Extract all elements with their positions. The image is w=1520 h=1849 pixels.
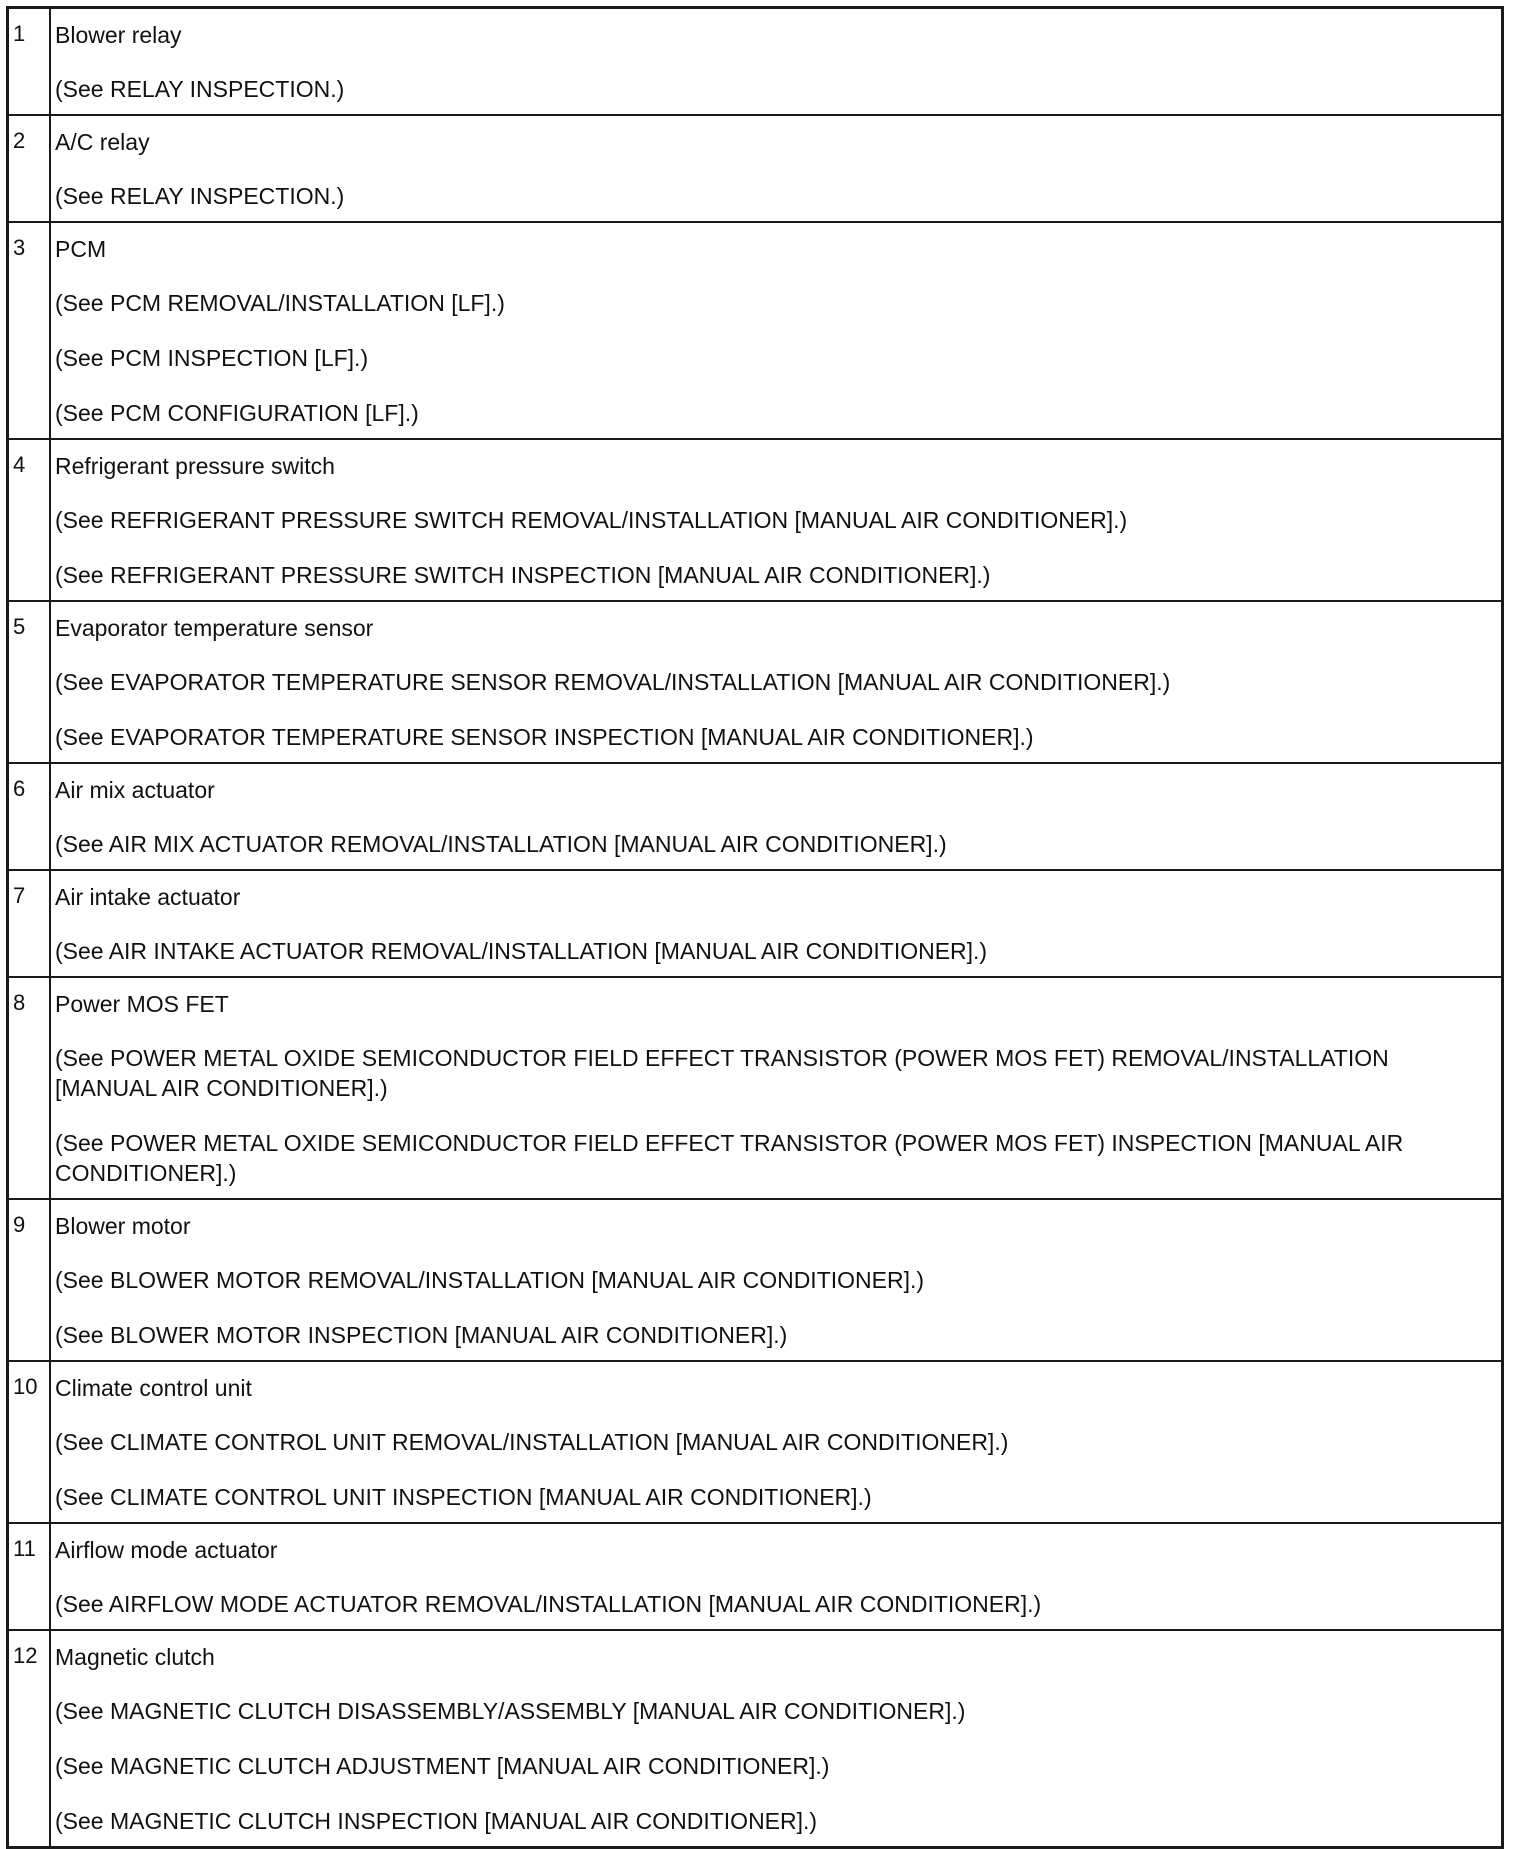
reference-link[interactable]: (See POWER METAL OXIDE SEMICONDUCTOR FIELD EFFECT TRANSISTOR (POWER MOS FET) REMOVAL/INSTALLATION [MANUAL AIR CONDITIONER].) — [55, 1045, 1389, 1101]
component-number: 6 — [8, 763, 51, 870]
component-number: 10 — [8, 1361, 51, 1523]
component-name: Blower motor — [55, 1213, 191, 1239]
component-name: A/C relay — [55, 129, 150, 155]
table-row — [8, 763, 1503, 870]
component-cell — [50, 870, 1503, 977]
reference-link[interactable]: (See PCM CONFIGURATION [LF].) — [55, 400, 419, 426]
component-number: 5 — [8, 601, 51, 763]
table-row — [8, 1361, 1503, 1523]
component-name: Blower relay — [55, 22, 182, 48]
component-cell — [50, 8, 1503, 116]
component-reference-table — [6, 6, 1504, 1849]
component-name: Magnetic clutch — [55, 1644, 215, 1670]
table-row — [8, 601, 1503, 763]
component-table-body — [8, 8, 1503, 1848]
reference-link[interactable]: (See REFRIGERANT PRESSURE SWITCH INSPECTION [MANUAL AIR CONDITIONER].) — [55, 562, 991, 588]
component-cell — [50, 977, 1503, 1199]
component-cell — [50, 763, 1503, 870]
component-cell — [50, 1199, 1503, 1361]
component-number: 12 — [8, 1630, 51, 1848]
table-row — [8, 222, 1503, 439]
table-row — [8, 1523, 1503, 1630]
component-name: Climate control unit — [55, 1375, 252, 1401]
table-row — [8, 977, 1503, 1199]
reference-link[interactable]: (See RELAY INSPECTION.) — [55, 76, 345, 102]
component-cell — [50, 1630, 1503, 1848]
component-cell — [50, 439, 1503, 601]
component-name: Airflow mode actuator — [55, 1537, 278, 1563]
reference-link[interactable]: (See AIR MIX ACTUATOR REMOVAL/INSTALLATION [MANUAL AIR CONDITIONER].) — [55, 831, 947, 857]
table-row — [8, 439, 1503, 601]
component-number: 7 — [8, 870, 51, 977]
component-number: 3 — [8, 222, 51, 439]
component-cell — [50, 115, 1503, 222]
reference-link[interactable]: (See CLIMATE CONTROL UNIT REMOVAL/INSTALLATION [MANUAL AIR CONDITIONER].) — [55, 1429, 1009, 1455]
reference-link[interactable]: (See EVAPORATOR TEMPERATURE SENSOR INSPECTION [MANUAL AIR CONDITIONER].) — [55, 724, 1034, 750]
component-cell — [50, 1361, 1503, 1523]
reference-link[interactable]: (See BLOWER MOTOR REMOVAL/INSTALLATION [MANUAL AIR CONDITIONER].) — [55, 1267, 925, 1293]
table-row — [8, 8, 1503, 116]
reference-link[interactable]: (See MAGNETIC CLUTCH DISASSEMBLY/ASSEMBLY [MANUAL AIR CONDITIONER].) — [55, 1698, 966, 1724]
component-name: Power MOS FET — [55, 991, 229, 1017]
reference-link[interactable]: (See MAGNETIC CLUTCH INSPECTION [MANUAL AIR CONDITIONER].) — [55, 1808, 818, 1834]
reference-link[interactable]: (See PCM REMOVAL/INSTALLATION [LF].) — [55, 290, 505, 316]
table-row — [8, 1199, 1503, 1361]
reference-link[interactable]: (See AIR INTAKE ACTUATOR REMOVAL/INSTALLATION [MANUAL AIR CONDITIONER].) — [55, 938, 988, 964]
reference-link[interactable]: (See EVAPORATOR TEMPERATURE SENSOR REMOVAL/INSTALLATION [MANUAL AIR CONDITIONER].) — [55, 669, 1171, 695]
component-number: 2 — [8, 115, 51, 222]
table-row — [8, 1630, 1503, 1848]
reference-link[interactable]: (See RELAY INSPECTION.) — [55, 183, 345, 209]
component-cell — [50, 601, 1503, 763]
component-cell — [50, 1523, 1503, 1630]
reference-link[interactable]: (See CLIMATE CONTROL UNIT INSPECTION [MANUAL AIR CONDITIONER].) — [55, 1484, 872, 1510]
component-name: Air intake actuator — [55, 884, 241, 910]
table-row — [8, 115, 1503, 222]
table-row — [8, 870, 1503, 977]
reference-link[interactable]: (See REFRIGERANT PRESSURE SWITCH REMOVAL/INSTALLATION [MANUAL AIR CONDITIONER].) — [55, 507, 1128, 533]
reference-link[interactable]: (See POWER METAL OXIDE SEMICONDUCTOR FIELD EFFECT TRANSISTOR (POWER MOS FET) INSPECTION [MANUAL AIR CONDITIONER].) — [55, 1130, 1404, 1186]
reference-link[interactable]: (See PCM INSPECTION [LF].) — [55, 345, 369, 371]
reference-link[interactable]: (See BLOWER MOTOR INSPECTION [MANUAL AIR CONDITIONER].) — [55, 1322, 788, 1348]
reference-link[interactable]: (See MAGNETIC CLUTCH ADJUSTMENT [MANUAL AIR CONDITIONER].) — [55, 1753, 830, 1779]
reference-link[interactable]: (See AIRFLOW MODE ACTUATOR REMOVAL/INSTALLATION [MANUAL AIR CONDITIONER].) — [55, 1591, 1042, 1617]
component-name: Air mix actuator — [55, 777, 215, 803]
component-number: 8 — [8, 977, 51, 1199]
component-number: 9 — [8, 1199, 51, 1361]
component-number: 1 — [8, 8, 51, 116]
component-name: PCM — [55, 236, 107, 262]
component-name: Refrigerant pressure switch — [55, 453, 335, 479]
component-number: 11 — [8, 1523, 51, 1630]
component-number: 4 — [8, 439, 51, 601]
component-cell — [50, 222, 1503, 439]
component-name: Evaporator temperature sensor — [55, 615, 374, 641]
